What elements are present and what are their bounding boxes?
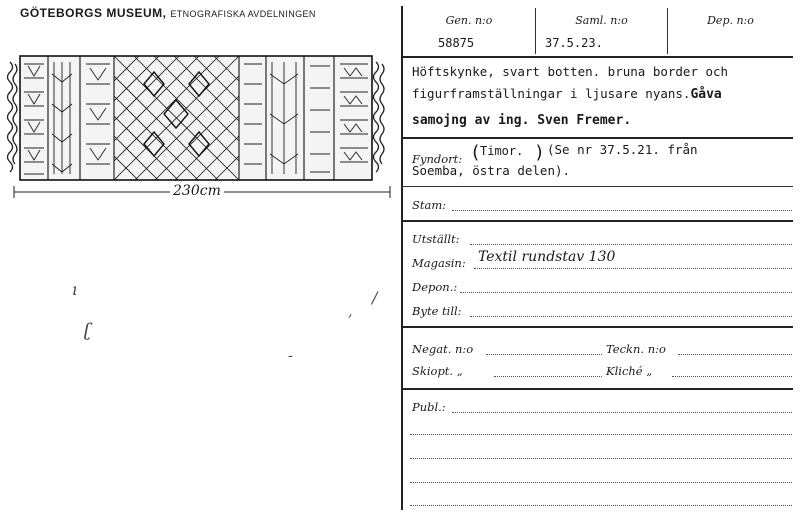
gen-no-value: 58875 xyxy=(438,36,475,50)
gift-text: samojng av ing. Sven Fremer. xyxy=(412,113,632,128)
publ-line xyxy=(410,434,792,435)
card-divider xyxy=(401,6,403,510)
depon-label: Depon.: xyxy=(412,280,458,294)
saml-no-label: Saml. n:o xyxy=(575,14,628,27)
fyndort-place: Timor. xyxy=(480,144,524,158)
gen-no-label: Gen. n:o xyxy=(445,14,493,27)
publ-line xyxy=(410,505,792,506)
museum-header xyxy=(20,6,316,20)
saml-no-value: 37.5.23. xyxy=(545,36,603,50)
magasin-value: Textil rundstav 130 xyxy=(478,249,616,265)
magasin-label: Magasin: xyxy=(412,256,466,270)
byte-till-line xyxy=(470,316,792,317)
kliche-line xyxy=(672,376,792,377)
description-line-1: Höftskynke, svart botten. bruna border och xyxy=(412,64,729,79)
stam-label: Stam: xyxy=(412,198,447,212)
utstallt-label: Utställt: xyxy=(412,232,460,246)
depon-line xyxy=(460,292,792,293)
left-fringe xyxy=(8,62,18,172)
scan-mark: - xyxy=(288,348,293,364)
magasin-line xyxy=(474,268,792,269)
publ-line xyxy=(410,458,792,459)
publ-line xyxy=(452,412,792,413)
byte-till-label: Byte till: xyxy=(412,304,462,318)
negat-label: Negat. n:o xyxy=(412,342,474,356)
stam-line xyxy=(452,210,792,211)
header-rule xyxy=(403,56,793,58)
publ-line xyxy=(410,482,792,483)
scan-mark: , xyxy=(348,304,353,320)
stam-rule xyxy=(403,220,793,222)
dep-no-label: Dep. n:o xyxy=(707,14,754,27)
museum-name: GÖTEBORGS MUSEUM, xyxy=(20,6,167,20)
scan-mark: ʗ xyxy=(84,320,92,341)
gift-label: Gåva xyxy=(690,87,722,102)
storage-rule xyxy=(403,326,793,328)
paren-close: ) xyxy=(534,142,545,163)
utstallt-line xyxy=(470,244,792,245)
right-fringe xyxy=(374,62,385,172)
description-line-2 xyxy=(412,86,722,102)
skiopt-label: Skiopt. „ xyxy=(412,364,463,378)
teckn-label: Teckn. n:o xyxy=(606,342,666,356)
scale-label: 230cm xyxy=(170,183,224,199)
media-rule xyxy=(403,388,793,390)
fyndort-line-2: Soemba, östra delen). xyxy=(412,163,571,178)
publ-label: Publ.: xyxy=(412,400,446,414)
fyndort-label: Fyndort: xyxy=(412,152,463,166)
scan-mark: ı xyxy=(72,280,78,299)
gift-line xyxy=(412,112,631,128)
scan-mark: / xyxy=(372,288,378,307)
description-text: figurframställningar i ljusare nyans. xyxy=(412,86,691,101)
skiopt-line xyxy=(494,376,602,377)
kliche-label: Kliché „ xyxy=(606,364,653,378)
fyndort-rule xyxy=(403,186,793,187)
negat-line xyxy=(486,354,602,355)
department-name: ETNOGRAFISKA AVDELNINGEN xyxy=(170,9,316,19)
teckn-line xyxy=(678,354,792,355)
fyndort-reference: (Se nr 37.5.21. från xyxy=(547,142,698,157)
paren-open: ( xyxy=(470,142,481,163)
description-rule xyxy=(403,137,793,139)
textile-sketch xyxy=(4,44,396,204)
